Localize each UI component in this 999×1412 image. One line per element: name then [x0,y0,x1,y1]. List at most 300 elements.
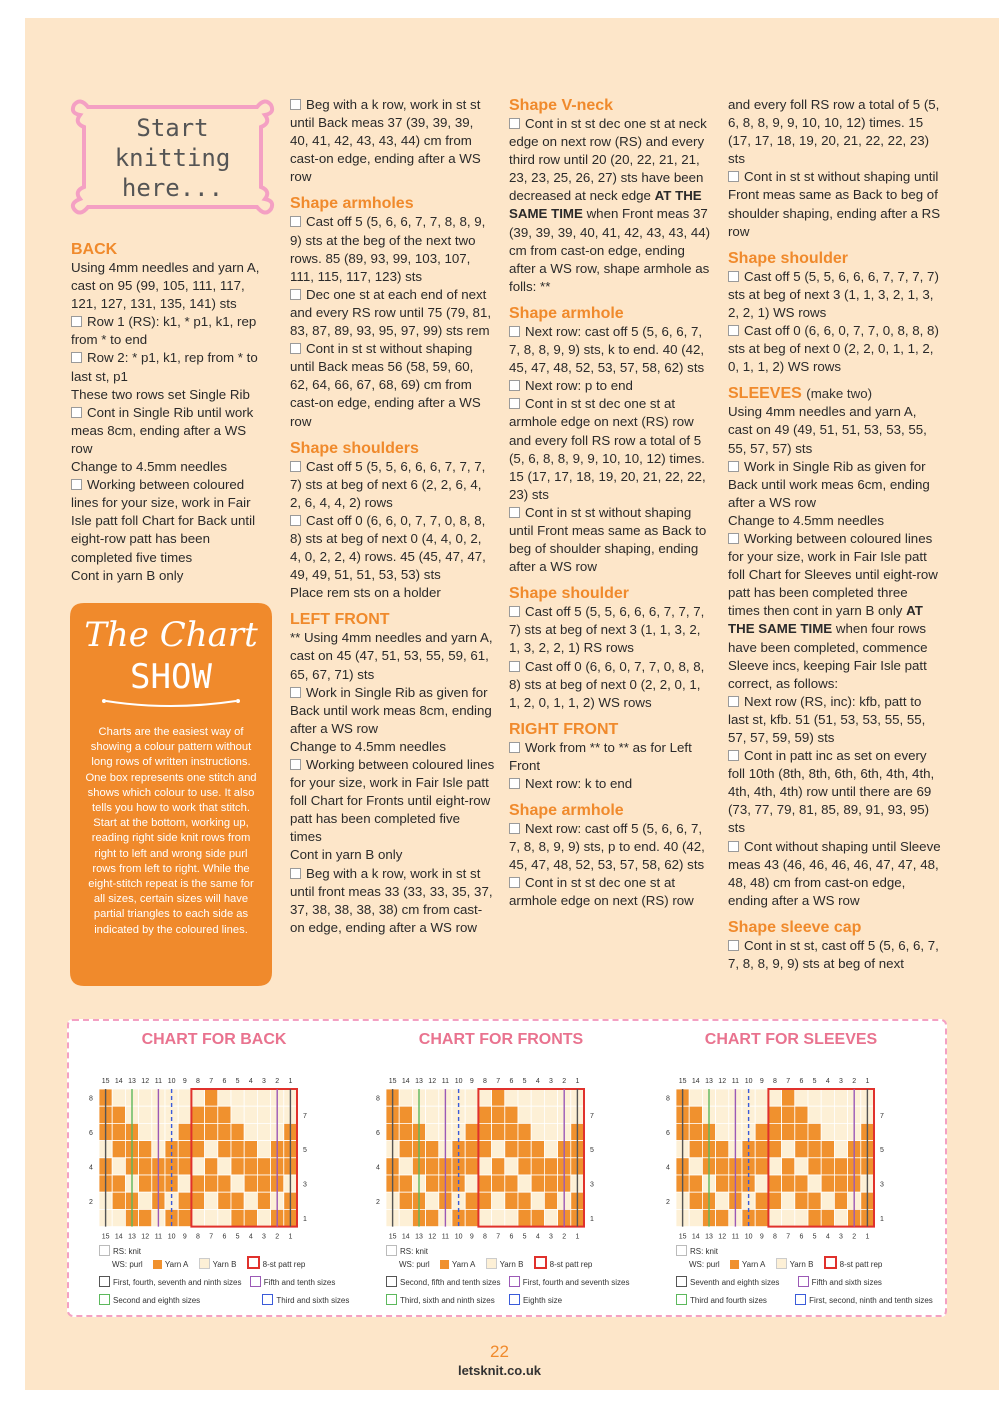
left-front-5: Cont in yarn B only [290,847,403,863]
chart-cell [399,1141,412,1158]
right-armhole-cont: and every foll RS row a total of 5 (5, 6, 8, 8, 9, 9, 10, 10, 12) times. 15 (17, 17, 18, 19, 20, 21, 22, 22, 23) sts [728,97,940,167]
chart-cell [257,1123,270,1140]
chart-cell [808,1158,821,1175]
chart-cell [505,1192,518,1209]
chart-cell [478,1141,491,1158]
chart-show-box [70,603,272,986]
column-number: 14 [114,1078,123,1085]
row-number: 2 [376,1198,380,1206]
size-line-swatch [509,1294,520,1305]
chart-cell [689,1089,702,1106]
shoulders-3: Place rem sts on a holder [290,585,441,601]
right-front-2: Next row: k to end [509,775,711,793]
chart-cell [782,1209,795,1226]
chart-cell [768,1123,781,1140]
chart-cell [755,1209,768,1226]
chart-cell [426,1089,439,1106]
chart-back-legend: RS: knit WS: purl Yarn A Yarn B 8-st patt rep First, fourth, seventh and ninth sizes Fifth and tenth sizes Second and eighth sizes Third and sixth sizes [99,1245,359,1306]
chart-cell [257,1175,270,1192]
sleeves-4: Working between coloured lines for your size, work in Fair Isle patt foll Chart for Sleeves until eight-row patt has been completed three times then cont in yarn B only AT THE SAME TIME when four rows have been completed, commence Sleeve incs, keeping Fair Isle patt correct, as follows: [728,530,938,691]
chart-cell [492,1209,505,1226]
column-number: 4 [248,1233,253,1241]
chart-cell [478,1175,491,1192]
knit-swatch [99,1245,110,1256]
column-number: 12 [141,1233,150,1241]
chart-cell [821,1089,834,1106]
chart-cell [231,1123,244,1140]
column-number: 10 [744,1078,753,1085]
chart-cell [808,1175,821,1192]
chart-cell [178,1158,191,1175]
chart-cell [505,1123,518,1140]
chart-cell [205,1192,218,1209]
chart-cell [244,1158,257,1175]
chart-show-body: Charts are the easiest way of showing a colour pattern without long rows of written instructions. One box represents one stitch and shows which colour to use. It also tells you how to work that stitch. Start at the bottom, working up, reading right side knit rows from right to left and wrong side purl rows from left to right. While the eight-stitch repeat is the same for all sizes, certain sizes will have partial triangles to each side as indicated by the coloured lines. [85,726,257,936]
chart-cell [716,1158,729,1175]
back-row-1: Row 1 (RS): k1, * p1, k1, rep from * to end [71,314,257,348]
row-number: 8 [89,1095,93,1103]
chart-cell [689,1175,702,1192]
column-number: 6 [222,1233,227,1241]
column-number: 9 [759,1078,764,1085]
checkbox-icon [509,118,520,129]
column-number: 10 [454,1233,463,1241]
chart-cell [178,1123,191,1140]
chart-cell [795,1141,808,1158]
chart-cell [218,1123,231,1140]
chart-cell [755,1192,768,1209]
column-number: 8 [773,1078,777,1085]
chart-cell [205,1141,218,1158]
column-number: 15 [101,1233,110,1241]
chart-cell [205,1123,218,1140]
chart-cell [518,1209,531,1226]
chart-cell [795,1106,808,1123]
chart-cell [531,1106,544,1123]
left-front-3: Change to 4.5mm needles [290,738,446,754]
checkbox-icon [728,750,739,761]
chart-cell [505,1175,518,1192]
column-number: 12 [428,1078,437,1085]
checkbox-icon [509,877,520,888]
chart-cell [834,1192,847,1209]
chart-cell [518,1106,531,1123]
column-number: 2 [275,1078,280,1085]
column-number: 11 [154,1233,163,1241]
chart-cell [531,1141,544,1158]
back-needles: Change to 4.5mm needles [71,459,227,475]
column-number: 7 [786,1233,791,1241]
shoulders-1: Cast off 5 (5, 5, 6, 6, 6, 7, 7, 7, 7) sts at beg of next 6 (2, 2, 6, 4, 2, 6, 4, 4, 2) rows [290,458,486,510]
chart-cell [492,1175,505,1192]
shoulder-1: Cast off 5 (5, 5, 6, 6, 6, 7, 7, 7, 7) sts at beg of next 3 (1, 1, 3, 2, 1, 3, 2, 2, 1) RS rows [509,604,705,656]
knit-swatch [386,1245,397,1256]
heading-shape-vneck: Shape V-neck [509,97,614,114]
column-number: 11 [731,1078,740,1085]
column-number: 4 [825,1233,830,1241]
row-number: 3 [303,1181,307,1189]
chart-cell [205,1089,218,1106]
chart-cell [139,1141,152,1158]
column-number: 1 [288,1233,293,1241]
left-front-2: Work in Single Rib as given for Back until work meas 8cm, ending after a WS row [290,684,492,736]
checkbox-icon [509,326,520,337]
back-rib-note: These two rows set Single Rib [71,386,250,402]
column-number: 7 [496,1078,501,1085]
chart-cell [782,1141,795,1158]
sleeves-7: Cont without shaping until Sleeve meas 43 (46, 46, 46, 46, 47, 47, 48, 48, 48) cm from cast-on edge, ending after a WS row [728,838,941,908]
checkbox-icon [728,940,739,951]
checkbox-icon [728,271,739,282]
chart-cell [492,1106,505,1123]
chart-cell [465,1158,478,1175]
chart-cell [218,1089,231,1106]
chart-cell [808,1209,821,1226]
charts-panel [67,1019,947,1317]
column-number: 3 [549,1233,553,1241]
repeat-swatch [534,1256,547,1269]
chart-cell [834,1089,847,1106]
size-line-swatch [386,1276,397,1287]
chart-cell [218,1175,231,1192]
chart-cell [231,1089,244,1106]
checkbox-icon [509,742,520,753]
heading-back: BACK [71,241,118,258]
chart-cell [531,1089,544,1106]
chart-cell [782,1106,795,1123]
chart-cell [808,1192,821,1209]
chart-cell [505,1158,518,1175]
heading-sleeves: SLEEVES (make two) [728,385,873,403]
chart-cell [426,1158,439,1175]
checkbox-icon [728,696,739,707]
row-number: 7 [303,1112,307,1120]
checkbox-icon [290,687,301,698]
chart-cell [795,1158,808,1175]
sleeves-2: Work in Single Rib as given for Back until work meas 6cm, ending after a WS row [728,458,930,510]
chart-cell [244,1175,257,1192]
chart-cell [821,1209,834,1226]
repeat-swatch [824,1256,837,1269]
yarn-a-swatch [730,1260,739,1269]
chart-cell [782,1175,795,1192]
chart-cell [399,1209,412,1226]
column-number: 9 [182,1078,187,1085]
chart-cell [795,1175,808,1192]
column-number: 10 [167,1233,176,1241]
chart-cell [426,1141,439,1158]
checkbox-icon [290,759,301,770]
column-number: 15 [678,1078,687,1085]
checkbox-icon [509,661,520,672]
chart-cell [505,1106,518,1123]
checkbox-icon [71,352,82,363]
size-line-swatch [798,1276,809,1287]
chart-cell [716,1141,729,1158]
chart-cell [755,1106,768,1123]
column-number: 10 [167,1078,176,1085]
chart-cell [244,1089,257,1106]
chart-cell [191,1192,204,1209]
left-front-6: Beg with a k row, work in st st until front meas 33 (33, 33, 35, 37, 37, 38, 38, 38, 38) cm from cast-on edge, ending after a WS row [290,865,493,935]
row-number: 4 [666,1164,670,1172]
column-number: 5 [522,1078,527,1085]
yarn-b-swatch [199,1258,210,1269]
column-number: 14 [691,1233,700,1241]
column-number: 4 [825,1078,830,1085]
chart-fronts-title: CHART FOR FRONTS [418,1031,584,1048]
row-number: 5 [590,1147,594,1155]
checkbox-icon [71,479,82,490]
checkbox-icon [290,868,301,879]
size-line-swatch [99,1294,110,1305]
start-line-2: knitting [114,144,231,172]
chart-cell [755,1141,768,1158]
yarn-b-swatch [486,1258,497,1269]
sleeves-6: Cont in patt inc as set on every foll 10th (8th, 8th, 6th, 6th, 4th, 4th, 4th, 4th, 4th) row until there are 69 (73, 77, 79, 81, 85, 89, 91, 93, 95) sts [728,748,935,836]
start-knitting-banner [70,95,275,217]
chart-cell [716,1209,729,1226]
chart-cell [218,1141,231,1158]
checkbox-icon [728,533,739,544]
chart-cell [834,1106,847,1123]
chart-cell [782,1192,795,1209]
chart-cell [768,1175,781,1192]
chart-cell [178,1192,191,1209]
checkbox-icon [728,325,739,336]
chart-cell [689,1141,702,1158]
armhole-2: Next row: p to end [509,377,711,395]
column-number: 3 [839,1078,843,1085]
chart-cell [399,1089,412,1106]
column-number: 4 [535,1233,540,1241]
chart-cell [399,1175,412,1192]
back-yarn-b: Cont in yarn B only [71,567,184,583]
column-number: 8 [196,1233,200,1241]
chart-cell [191,1141,204,1158]
chart-cell [808,1141,821,1158]
sleeves-1: Using 4mm needles and yarn A, cast on 49 (49, 51, 51, 53, 53, 55, 55, 57, 57) sts [728,404,927,456]
chart-cell [191,1175,204,1192]
chart-cell [808,1089,821,1106]
chart-cell [465,1175,478,1192]
chart-cell [834,1158,847,1175]
column-number: 6 [509,1233,514,1241]
chart-cell [178,1175,191,1192]
heading-sleeve-cap: Shape sleeve cap [728,918,862,936]
column-4 [728,96,942,973]
chart-cell [399,1106,412,1123]
column-number: 2 [852,1233,857,1241]
page-number: 22 [490,1342,509,1361]
chart-cell [231,1192,244,1209]
chart-cell [689,1106,702,1123]
column-number: 7 [496,1233,501,1241]
chart-fronts-legend: RS: knit WS: purl Yarn A Yarn B 8-st patt rep Second, fifth and tenth sizes First, fourth and seventh sizes Third, sixth and ninth sizes Eighth size [386,1245,646,1306]
column-number: 5 [522,1233,527,1241]
chart-cell [768,1141,781,1158]
chart-cell [531,1175,544,1192]
row-number: 2 [666,1198,670,1206]
column-number: 7 [209,1233,214,1241]
chart-cell [139,1123,152,1140]
row-number: 7 [880,1112,884,1120]
chart-cell [218,1192,231,1209]
left-front-1: ** Using 4mm needles and yarn A, cast on 45 (47, 51, 53, 55, 59, 61, 65, 67, 71) sts [290,630,493,682]
armhole-4: Cont in st st without shaping until Front meas same as Back to beg of shoulder shaping, ending after a WS row [509,504,707,575]
chart-cell [716,1192,729,1209]
chart-sleeves [646,1021,936,1311]
checkbox-icon [728,841,739,852]
checkbox-icon [71,407,82,418]
column-number: 8 [196,1078,200,1085]
checkbox-icon [290,216,301,227]
chart-cell [399,1158,412,1175]
chart-back [69,1021,359,1311]
chart-cell [782,1158,795,1175]
column-number: 10 [454,1078,463,1085]
chart-cell [689,1209,702,1226]
column-number: 1 [575,1078,580,1085]
chart-cell [768,1209,781,1226]
chart-cell [544,1123,557,1140]
chart-cell [808,1106,821,1123]
chart-cell [257,1106,270,1123]
chart-cell [518,1123,531,1140]
armhole-3: Cont in st st dec one st at armhole edge on next (RS) row and every foll RS row a total of 5 (5, 6, 8, 8, 9, 9, 10, 10, 12) times. 15 (17, 17, 18, 19, 20, 21, 22, 22, 23) sts [509,396,706,502]
chart-cell [492,1141,505,1158]
right-shoulder-2: Cast off 0 (6, 6, 0, 7, 7, 0, 8, 8, 8) sts at beg of next 0 (2, 2, 0, 1, 1, 2, 0, 1, 1, 2) WS rows [728,323,939,375]
chart-cell [205,1175,218,1192]
chart-cell [465,1209,478,1226]
chart-cell [244,1141,257,1158]
row-number: 2 [89,1198,93,1206]
chart-cell [426,1209,439,1226]
chart-cell [518,1158,531,1175]
chart-cell [821,1192,834,1209]
chart-cell [465,1141,478,1158]
column-number: 15 [101,1078,110,1085]
chart-cell [191,1123,204,1140]
chart-cell [465,1106,478,1123]
chart-cell [821,1141,834,1158]
chart-cell [257,1089,270,1106]
chart-cell [139,1192,152,1209]
size-line-swatch [676,1294,687,1305]
chart-cell [244,1192,257,1209]
chart-cell [544,1209,557,1226]
chart-show-title: The Chart [84,615,258,655]
checkbox-icon [728,461,739,472]
chart-cell [478,1123,491,1140]
chart-back-title: CHART FOR BACK [141,1031,287,1048]
column-number: 14 [401,1233,410,1241]
chart-cell [112,1209,125,1226]
site-url: letsknit.co.uk [457,1363,542,1378]
vneck-1: Cont in st st dec one st at neck edge on next row (RS) and every third row until 20 (20, 22, 21, 21, 23, 23, 25, 26, 27) sts have been decreased at neck edge AT THE SAME TIME when Front meas 37 (39, 39, 39, 40, 41, 42, 43, 43, 44) cm from cast-on edge, ending after a WS row, shape armhole as folls: ** [509,116,711,294]
chart-cell [689,1192,702,1209]
chart-cell [112,1192,125,1209]
right-armhole-shaping: Cont in st st without shaping until Front meas same as Back to beg of shoulder shaping, ending after a RS row [728,169,941,239]
column-number: 8 [483,1233,487,1241]
chart-cell [178,1089,191,1106]
chart-cell [821,1123,834,1140]
chart-fronts [356,1021,646,1311]
heading-left-front: LEFT FRONT [290,611,390,629]
sleeves-3: Change to 4.5mm needles [728,512,884,528]
left-front-4: Working between coloured lines for your size, work in Fair Isle patt foll Chart for Fronts until eight-row patt has been completed five times [290,757,495,845]
chart-cell [244,1209,257,1226]
row-number: 6 [666,1130,670,1137]
chart-cell [478,1089,491,1106]
checkbox-icon [509,380,520,391]
chart-cell [755,1123,768,1140]
column-3 [509,96,711,911]
right-armhole-1: Next row: cast off 5 (5, 6, 6, 7, 7, 8, 8, 9, 9) sts, p to end. 40 (42, 45, 47, 48, 52, 53, 57, 58, 62) sts [509,821,705,873]
checkbox-icon [290,343,301,354]
row-number: 1 [880,1216,884,1223]
chart-cell [112,1123,125,1140]
heading-shape-armhole-2: Shape armhole [509,802,624,820]
column-number: 4 [248,1078,253,1085]
column-number: 11 [154,1078,163,1085]
size-line-swatch [795,1294,806,1305]
chart-cell [716,1175,729,1192]
column-number: 9 [759,1233,764,1241]
back-st-st: Beg with a k row, work in st st until Back meas 37 (39, 39, 39, 40, 41, 42, 43, 43, 44) cm from cast-on edge, ending after a WS row [290,97,481,185]
yarn-a-swatch [440,1260,449,1269]
chart-cell [139,1175,152,1192]
chart-cell [795,1089,808,1106]
column-number: 11 [731,1233,740,1241]
chart-cell [231,1106,244,1123]
row-number: 1 [303,1216,307,1223]
column-number: 14 [114,1233,123,1241]
checkbox-icon [509,507,520,518]
row-number: 3 [590,1181,594,1189]
column-number: 12 [718,1078,727,1085]
chart-cell [205,1106,218,1123]
column-number: 9 [469,1233,474,1241]
size-line-swatch [250,1276,261,1287]
chart-cell [834,1209,847,1226]
chart-cell [257,1141,270,1158]
column-number: 10 [744,1233,753,1241]
chart-cell [244,1123,257,1140]
chart-cell [518,1141,531,1158]
column-number: 3 [549,1078,553,1085]
back-rib-cont: Cont in Single Rib until work meas 8cm, ending after a WS row [71,404,254,456]
armholes-3: Cont in st st without shaping until Back meas 56 (58, 59, 60, 62, 64, 66, 67, 68, 69) cm from cast-on edge, ending after a WS row [290,341,481,429]
chart-cell [544,1175,557,1192]
sleeves-5: Next row (RS, inc): kfb, patt to last st, kfb. 51 (51, 53, 53, 55, 55, 57, 57, 59, 59) sts [728,693,926,745]
shoulder-2: Cast off 0 (6, 6, 0, 7, 7, 0, 8, 8, 8) sts at beg of next 0 (2, 2, 0, 1, 1, 2, 0, 1, 1, 2) WS rows [509,658,705,710]
column-number: 8 [773,1233,777,1241]
column-number: 13 [705,1078,713,1085]
right-armhole-2: Cont in st st dec one st at armhole edge on next (RS) row [509,875,694,909]
chart-cell [544,1106,557,1123]
chart-cell [782,1089,795,1106]
column-number: 12 [141,1078,150,1085]
column-number: 1 [575,1233,580,1241]
row-number: 1 [590,1216,594,1223]
chart-cell [426,1192,439,1209]
column-number: 6 [222,1078,227,1085]
column-number: 7 [786,1078,791,1085]
heading-right-front: RIGHT FRONT [509,720,619,738]
chart-cell [191,1209,204,1226]
chart-cell [505,1141,518,1158]
